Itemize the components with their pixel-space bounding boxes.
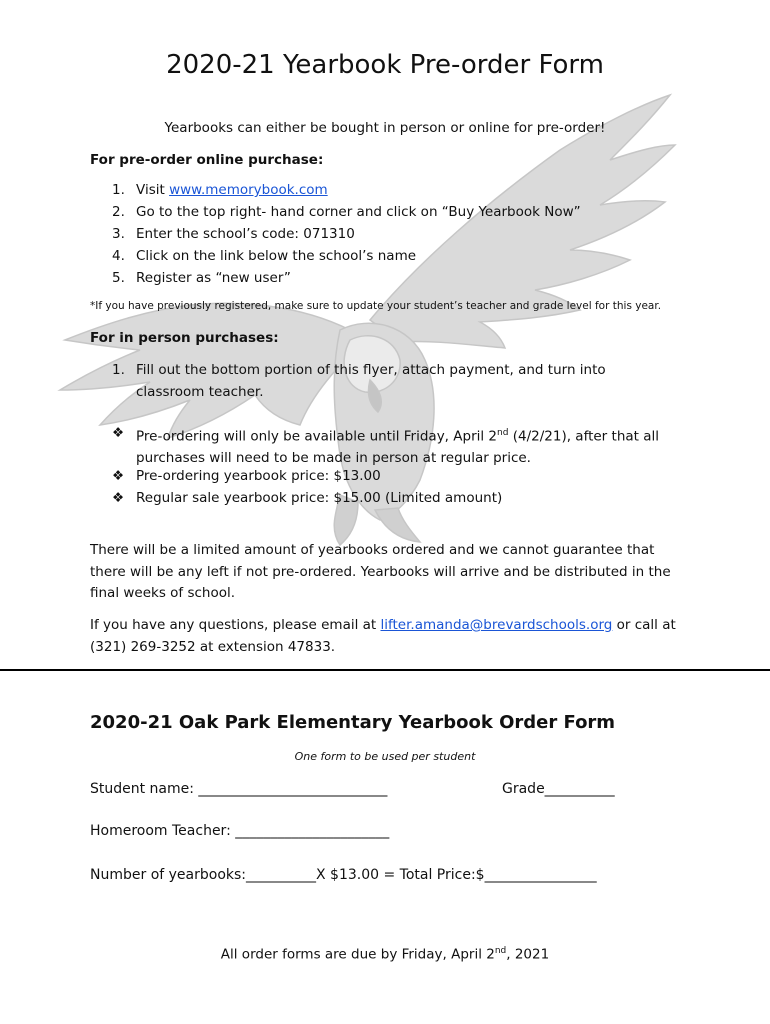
- diamond-bullet-icon: ❖: [112, 468, 125, 484]
- memorybook-link[interactable]: www.memorybook.com: [169, 182, 328, 198]
- number-of-yearbooks-field[interactable]: Number of yearbooks:__________X $13.00 = Total Price:$________________: [90, 867, 597, 883]
- online-step-1: 1. Visit www.memorybook.com: [112, 182, 328, 198]
- page-title: 2020-21 Yearbook Pre-order Form: [166, 50, 604, 80]
- intro-text: Yearbooks can either be bought in person or online for pre-order!: [164, 120, 606, 136]
- registration-note: *If you have previously registered, make sure to update your student’s teacher and grade level for this year.: [90, 300, 662, 312]
- bullet-preorder-deadline: ❖ Pre-ordering will only be available until Friday, April 2nd (4/2/21), after that all purchases will need to be made in person at regular price.: [112, 425, 660, 466]
- contact-text: If you have any questions, please email at lifter.amanda@brevardschools.org or call at (321) 269-3252 at extension 47833.: [90, 617, 676, 655]
- grade-field[interactable]: Grade__________: [502, 781, 615, 797]
- limited-amount-text: There will be a limited amount of yearbooks ordered and we cannot guarantee that there will be any left if not pre-ordered. Yearbooks will arrive and be distributed in the final weeks of school.: [90, 542, 671, 601]
- due-date-footer: All order forms are due by Friday, April 2nd, 2021: [220, 946, 550, 963]
- diamond-bullet-icon: ❖: [112, 425, 125, 441]
- online-step-5: 5. Register as “new user”: [112, 270, 291, 286]
- online-step-3: 3. Enter the school’s code: 071310: [112, 226, 355, 242]
- online-step-4: 4. Click on the link below the school’s name: [112, 248, 417, 264]
- order-form-title: 2020-21 Oak Park Elementary Yearbook Order Form: [90, 712, 616, 733]
- inperson-heading: For in person purchases:: [90, 330, 279, 346]
- online-step-2: 2. Go to the top right- hand corner and click on “Buy Yearbook Now”: [112, 204, 581, 220]
- divider-line: [0, 669, 770, 671]
- inperson-step-1: 1. Fill out the bottom portion of this flyer, attach payment, and turn into classroom teacher.: [112, 362, 606, 400]
- online-heading: For pre-order online purchase:: [90, 152, 324, 168]
- bullet-regular-price: ❖ Regular sale yearbook price: $15.00 (Limited amount): [112, 488, 682, 510]
- order-form-subtitle: One form to be used per student: [294, 750, 476, 763]
- homeroom-teacher-field[interactable]: Homeroom Teacher: ______________________: [90, 823, 390, 839]
- diamond-bullet-icon: ❖: [112, 490, 125, 506]
- email-link[interactable]: lifter.amanda@brevardschools.org: [380, 617, 613, 633]
- bullet-preorder-price: ❖ Pre-ordering yearbook price: $13.00: [112, 466, 682, 488]
- student-name-field[interactable]: Student name: ___________________________: [90, 781, 388, 797]
